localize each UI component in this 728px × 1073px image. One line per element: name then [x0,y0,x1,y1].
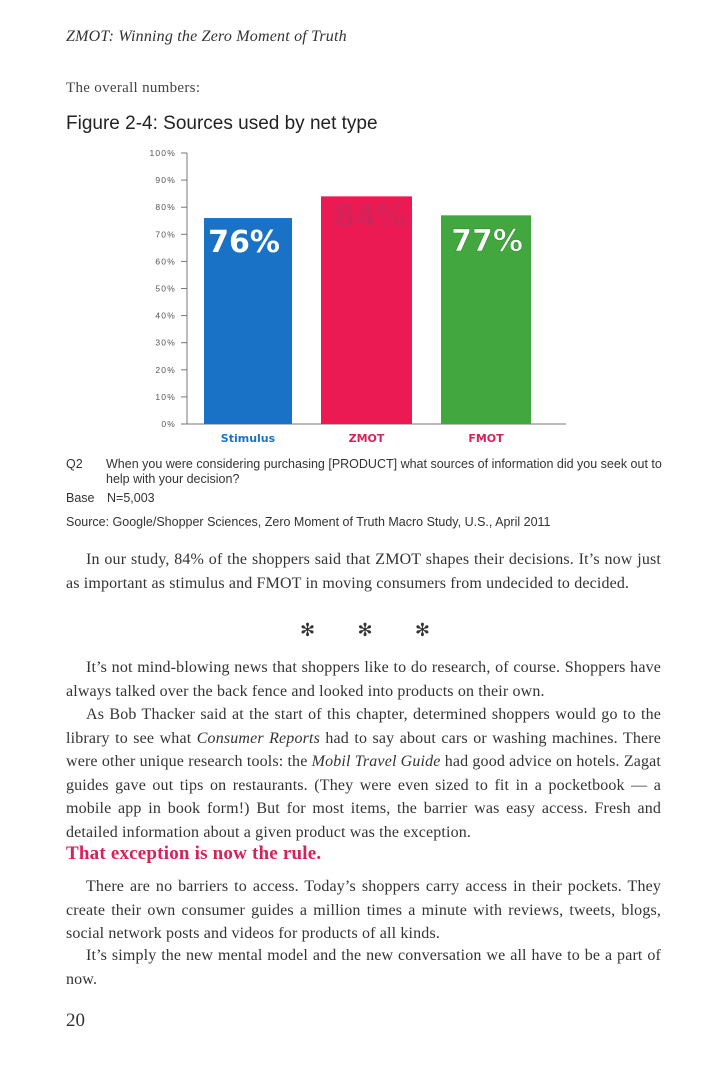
asterism-icon: ✻ [357,620,373,641]
p3-text-a: As Bob Thacker said at the start of this chapter, determined shoppers would go to the library to see what [66,706,661,747]
bar-value-label: 77% [451,224,523,259]
intro-line: The overall numbers: [66,80,201,96]
category-label: Stimulus [220,432,276,445]
consumer-reports-title: Consumer Reports [196,729,320,747]
y-tick-label: 30% [155,337,176,348]
p3-text-e: had good advice on hotels. Zagat guides gave out tips on restaurants. (They were even sized to fit in a pocketbook — a mobile app in book form!) But for most items, the barrier was easy access. Fresh and detailed information about a given product was the exception. [66,753,661,841]
running-head: ZMOT: Winning the Zero Moment of Truth [66,28,347,45]
question-text: When you were considering purchasing [PRODUCT] what sources of information did you seek out to help with your decision? [106,457,662,486]
pull-quote: That exception is now the rule. [66,843,322,864]
bar-value-label: 76% [208,225,280,260]
y-tick-label: 70% [155,229,176,240]
y-tick-label: 20% [155,364,176,375]
y-tick-label: 60% [155,256,176,267]
question-tag: Q2 [66,457,83,471]
y-tick-label: 40% [155,310,176,321]
paragraph-thacker [66,703,661,844]
page-number: 20 [66,1010,85,1031]
y-tick-label: 0% [161,419,176,429]
bar-value-label: 84% [334,199,406,234]
asterism-icon: ✻ [414,620,430,641]
base-note: Base N=5,003 [66,491,155,505]
source-note: Source: Google/Shopper Sciences, Zero Moment of Truth Macro Study, U.S., April 2011 [66,515,551,529]
paragraph-mental-model: It’s simply the new mental model and the new conversation we all have to be a part of now. [66,947,661,988]
y-tick-label: 90% [155,175,176,186]
y-tick-label: 100% [149,148,176,158]
paragraph-research: It’s not mind-blowing news that shoppers like to do research, of course. Shoppers have always talked over the back fence and looked into products on their own. [66,659,661,700]
y-tick-label: 50% [155,283,176,294]
category-label: ZMOT [348,432,385,445]
paragraph-study: In our study, 84% of the shoppers said that ZMOT shapes their decisions. It’s now just as important as stimulus and FMOT in moving consumers from undecided to decided. [66,551,661,592]
bar-chart [0,0,728,460]
category-label: FMOT [468,432,504,445]
asterism-icon: ✻ [300,620,316,641]
y-tick-label: 80% [155,202,176,213]
figure-title: Figure 2-4: Sources used by net type [66,113,378,134]
mobil-travel-guide-title: Mobil Travel Guide [311,753,441,770]
p3-text-c: had to say about cars or washing machines. There were other unique research tools: the [66,729,662,770]
paragraph-barriers: There are no barriers to access. Today’s shoppers carry access in their pockets. They create their own consumer guides a million times a minute with reviews, tweets, blogs, social network posts and videos for products of all kinds. [66,878,661,942]
y-tick-label: 10% [155,391,176,402]
section-break [300,620,430,641]
